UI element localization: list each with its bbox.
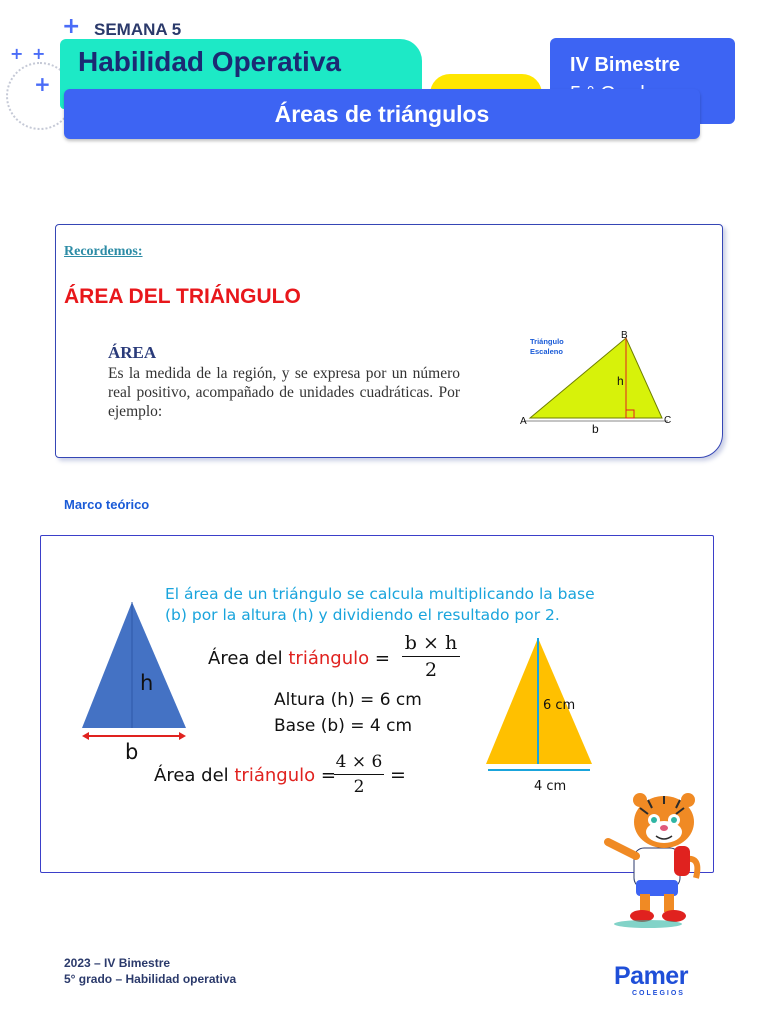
pamer-logo: Pamer [614, 962, 688, 990]
area-definition: Es la medida de la región, y se expresa por un número real positivo, acompañado de unidades cuadráticas. Por ejemplo: [108, 365, 460, 420]
theory-label: Marco teórico [64, 497, 150, 512]
plus-decoration-icon: + [10, 44, 24, 63]
blue-base-label: b [125, 740, 139, 764]
height-label: h [617, 374, 624, 388]
plus-decoration-icon: + [62, 14, 81, 39]
vertex-c-label: C [664, 415, 672, 426]
height-value: Altura (h) = 6 cm [274, 690, 422, 710]
tiger-mascot-icon [596, 790, 708, 930]
reminder-label: Recordemos: [64, 244, 143, 259]
calc-denominator: 2 [353, 777, 365, 797]
orange-triangle-figure [480, 630, 600, 800]
week-label: SEMANA 5 [94, 20, 182, 39]
triangle-title-2: Escaleno [530, 347, 563, 356]
area-explanation: El área de un triángulo se calcula multiplicando la base (b) por la altura (h) y dividiendo el resultado por 2. [165, 585, 595, 624]
base-label: b [592, 422, 599, 436]
reminder-heading: ÁREA DEL TRIÁNGULO [64, 285, 301, 308]
triangle-title-1: Triángulo [530, 337, 564, 346]
formula-label: Área del triángulo = [208, 648, 390, 669]
calc-fraction [334, 752, 384, 797]
topic-title: Áreas de triángulos [64, 89, 700, 139]
plus-decoration-icon: + [32, 44, 46, 63]
area-term: ÁREA [108, 343, 157, 362]
orange-height-label: 6 cm [543, 698, 576, 713]
scalene-triangle-figure [516, 328, 676, 436]
plus-decoration-icon: + [34, 72, 51, 96]
footer-period: 2023 – IV Bimestre [64, 956, 171, 970]
arrow-right-icon [179, 732, 186, 740]
course-title: Habilidad Operativa [78, 46, 341, 77]
pamer-logo-sub: COLEGIOS [632, 990, 685, 997]
base-value: Base (b) = 4 cm [274, 716, 413, 736]
calc-label: Área del triángulo = [154, 765, 336, 786]
calc-numerator: 4 × 6 [335, 752, 383, 772]
calc-result-equals: = [390, 764, 406, 786]
formula-fraction [402, 632, 460, 681]
footer-course: 5° grado – Habilidad operativa [64, 972, 237, 986]
bimester-label: IV Bimestre [570, 54, 681, 76]
blue-height-label: h [140, 671, 154, 695]
formula-denominator: 2 [424, 659, 438, 681]
arrow-left-icon [82, 732, 89, 740]
orange-base-label: 4 cm [534, 779, 567, 794]
vertex-a-label: A [520, 416, 527, 427]
vertex-b-label: B [621, 330, 628, 341]
formula-numerator: b × h [404, 632, 458, 654]
